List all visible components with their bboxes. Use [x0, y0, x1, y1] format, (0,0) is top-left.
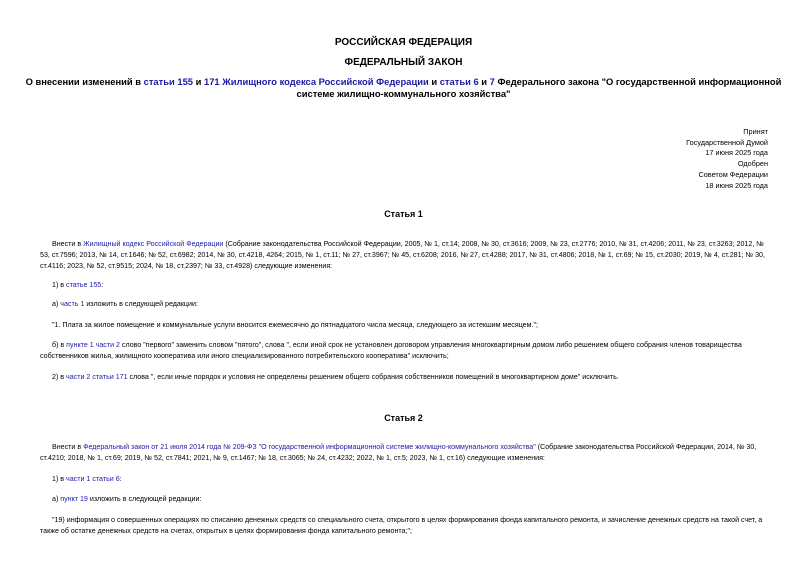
title-text-mid2: и — [428, 76, 440, 87]
law-type-heading: ФЕДЕРАЛЬНЫЙ ЗАКОН — [344, 57, 463, 68]
article-2-heading: Статья 2 — [384, 413, 423, 423]
article-1-item-2 — [52, 372, 768, 383]
item-text: а) — [52, 495, 61, 503]
article-2-item-1 — [52, 474, 768, 485]
item-text: изложить в следующей редакции: — [87, 495, 202, 503]
part-1-link[interactable]: часть 1 — [60, 300, 85, 308]
item-text: б) в — [52, 341, 67, 349]
item-text: слова ", если иные порядок и условия не определены решением общего собрания собственников помещений в многоквартирном доме" исключить. — [127, 373, 619, 381]
approval-line: Государственной Думой — [686, 137, 768, 147]
intro-text-post: (Собрание законодательства Российской Федерации, 2005, № 1, ст.14; 2008, № 30, ст.3616; 2009, № 23, ст.2776; 2010, № 31, ст.4206; 2011, № 23, ст.3263; 2012, № 53, ст.7596; 2013, № 14, ст.1646; № 52, ст.6982; 2014, № 30, ст.4218, 4264; 2015, № 1, ст.11; № 27, ст.3967; № 45, ст.6208; 2016, № 27, ст.4288; 2017, № 31, ст.4806; 2018, № 1, ст.69; № 15, ст.2030; 2019, № 4, ст.281; № 30, ст.4116; 2023, № 52, ст.9515; 2024, № 18, ст.2397; № 33, ст.4928) следующие изменения: — [40, 240, 765, 271]
part-2-article-171-link[interactable]: части 2 статьи 171 — [66, 373, 128, 381]
item-text: 1) в — [52, 281, 67, 289]
title-link-article-6[interactable]: статьи 6 — [439, 76, 479, 87]
item-text: : — [119, 475, 122, 483]
item-text: : — [101, 281, 104, 289]
article-155-link[interactable]: статье 155 — [66, 281, 102, 289]
intro-text-pre: Внести в — [52, 443, 84, 451]
approval-line: Одобрен — [737, 159, 768, 169]
approval-line: Советом Федерации — [698, 169, 768, 179]
article-1-quote-1: "1. Плата за жилое помещение и коммунальные услуги вносится ежемесячно до пятнадцатого числа месяца, следующего за истекшим месяцем."; — [52, 321, 538, 329]
title-text-mid3: и — [478, 76, 490, 87]
article-2-item-1a — [52, 494, 768, 505]
title-link-article-155[interactable]: статьи 155 — [143, 76, 194, 87]
country-heading: РОССИЙСКАЯ ФЕДЕРАЦИЯ — [334, 37, 473, 48]
housing-code-link[interactable]: Жилищный кодекс Российской Федерации — [83, 240, 224, 248]
item-text: 1) в — [52, 475, 67, 483]
approval-line: 18 июня 2025 года — [705, 180, 768, 190]
article-1-heading: Статья 1 — [384, 209, 423, 219]
article-1-item-1 — [52, 280, 768, 291]
article-1-item-1a — [52, 299, 768, 310]
title-text-mid1: и — [193, 76, 204, 87]
item-text: 2) в — [52, 373, 67, 381]
article-1-intro — [40, 239, 768, 273]
title-link-article-7[interactable]: 7 — [489, 76, 495, 87]
part-1-article-6-link[interactable]: части 1 статьи 6 — [66, 475, 120, 483]
item-text: изложить в следующей редакции: — [84, 300, 198, 308]
paragraph-19-link[interactable]: пункт 19 — [60, 495, 88, 503]
item-text: слово "первого" заменить словом "пятого", слова ", если иной срок не установлен договором управления многоквартирным домом либо решением общего собрания членов товарищества собственников жилья, жилищного кооператива или иного специализированного потребительского кооператива" исключить; — [40, 341, 742, 361]
approval-line: Принят — [743, 127, 768, 136]
article-2-intro — [40, 442, 768, 464]
intro-text-post: (Собрание законодательства Российской Федерации, 2014, № 30, ст.4210; 2018, № 1, ст.69; 2019, № 52, ст.7841; 2021, № 9, ст.1467; № 18, ст.3065; № 24, ст.4232; 2022, № 1, ст.5; 2023, № 1, ст.16) следующие изменения: — [40, 443, 757, 463]
article-1-item-1b — [40, 340, 768, 362]
intro-text-pre: Внести в — [52, 240, 84, 248]
item-text: а) — [52, 300, 61, 308]
approval-line: 17 июня 2025 года — [705, 148, 768, 158]
federal-law-209-link[interactable]: Федеральный закон от 21 июля 2014 года № 209-ФЗ "О государственной информационной системе жилищно-коммунального хозяйства" — [83, 443, 536, 451]
title-text-pre: О внесении изменений в — [25, 76, 144, 87]
approval-block — [686, 127, 768, 191]
title-text-post: Федерального закона "О государственной информационной системе жилищно-коммунального хозяйства" — [296, 76, 782, 99]
article-2-quote-1: "19) информация о совершенных операциях по списанию денежных средств со специального счета, открытого в целях формирования фонда капитального ремонта, и зачисление денежных средств на такой счет, а также об остатке денежных средств на счетах, открытых в целях формирования фонда капитального ремонта;"; — [40, 516, 763, 536]
paragraph-1-part-2-link[interactable]: пункте 1 части 2 — [66, 341, 120, 349]
title-link-article-171[interactable]: 171 Жилищного кодекса Российской Федерации — [204, 76, 429, 87]
law-title — [22, 76, 785, 100]
